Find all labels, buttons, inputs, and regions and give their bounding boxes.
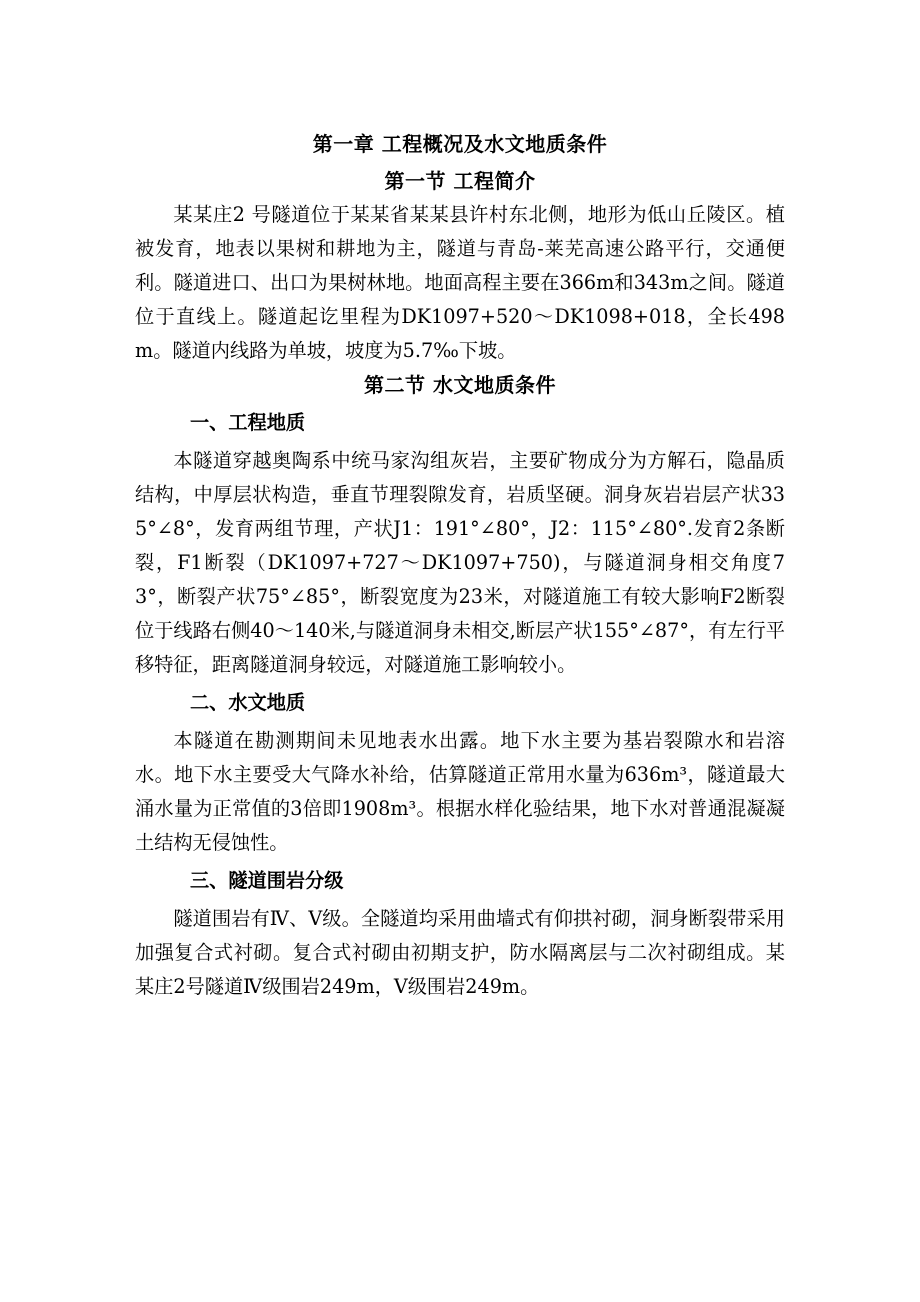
- project-intro-paragraph: 某某庄2 号隧道位于某某省某某县许村东北侧，地形为低山丘陵区。植被发育，地表以果树和耕地为主，隧道与青岛-莱芜高速公路平行，交通便利。隧道进口、出口为果树林地。地面高程主要在366m和343m之间。隧道位于直线上。隧道起讫里程为DK1097+520～DK1098+018，全长498m。隧道内线路为单坡，坡度为5.7‰下坡。: [135, 203, 785, 362]
- subheading-hydrology: 二、水文地质: [190, 691, 306, 714]
- engineering-geology-paragraph: 本隧道穿越奥陶系中统马家沟组灰岩，主要矿物成分为方解石，隐晶质结构，中厚层状构造，垂直节理裂隙发育，岩质坚硬。洞身灰岩岩层产状335°∠8°，发育两组节理，产状J1：191°∠80°，J2：115°∠80°.发育2条断裂，F1断裂（DK1097+727～DK1097+750)，与隧道洞身相交角度73°，断裂产状75°∠85°，断裂宽度为23米，对隧道施工有较大影响F2断裂位于线路右侧40～140米,与隧道洞身未相交,断层产状155°∠87°，有左行平移特征，距离隧道洞身较远，对隧道施工影响较小。: [135, 449, 785, 676]
- hydrology-paragraph: 本隧道在勘测期间未见地表水出露。地下水主要为基岩裂隙水和岩溶水。地下水主要受大气降水补给，估算隧道正常用水量为636m³，隧道最大涌水量为正常值的3倍即1908m³。根据水样化验结果，地下水对普通混凝凝土结构无侵蚀性。: [135, 729, 785, 854]
- document-body: [135, 124, 785, 1004]
- subheading-rock-classification: 三、隧道围岩分级: [190, 869, 344, 892]
- section-title-hydrogeology: 第二节 水文地质条件: [364, 373, 556, 397]
- section-title-project-intro: 第一节 工程简介: [384, 169, 536, 193]
- chapter-title: 第一章 工程概况及水文地质条件: [312, 132, 608, 156]
- rock-classification-paragraph: 隧道围岩有Ⅳ、Ⅴ级。全隧道均采用曲墙式有仰拱衬砌，洞身断裂带采用加强复合式衬砌。复合式衬砌由初期支护，防水隔离层与二次衬砌组成。某某庄2号隧道Ⅳ级围岩249m，Ⅴ级围岩249m。: [135, 907, 785, 998]
- subheading-engineering-geology: 一、工程地质: [190, 411, 306, 434]
